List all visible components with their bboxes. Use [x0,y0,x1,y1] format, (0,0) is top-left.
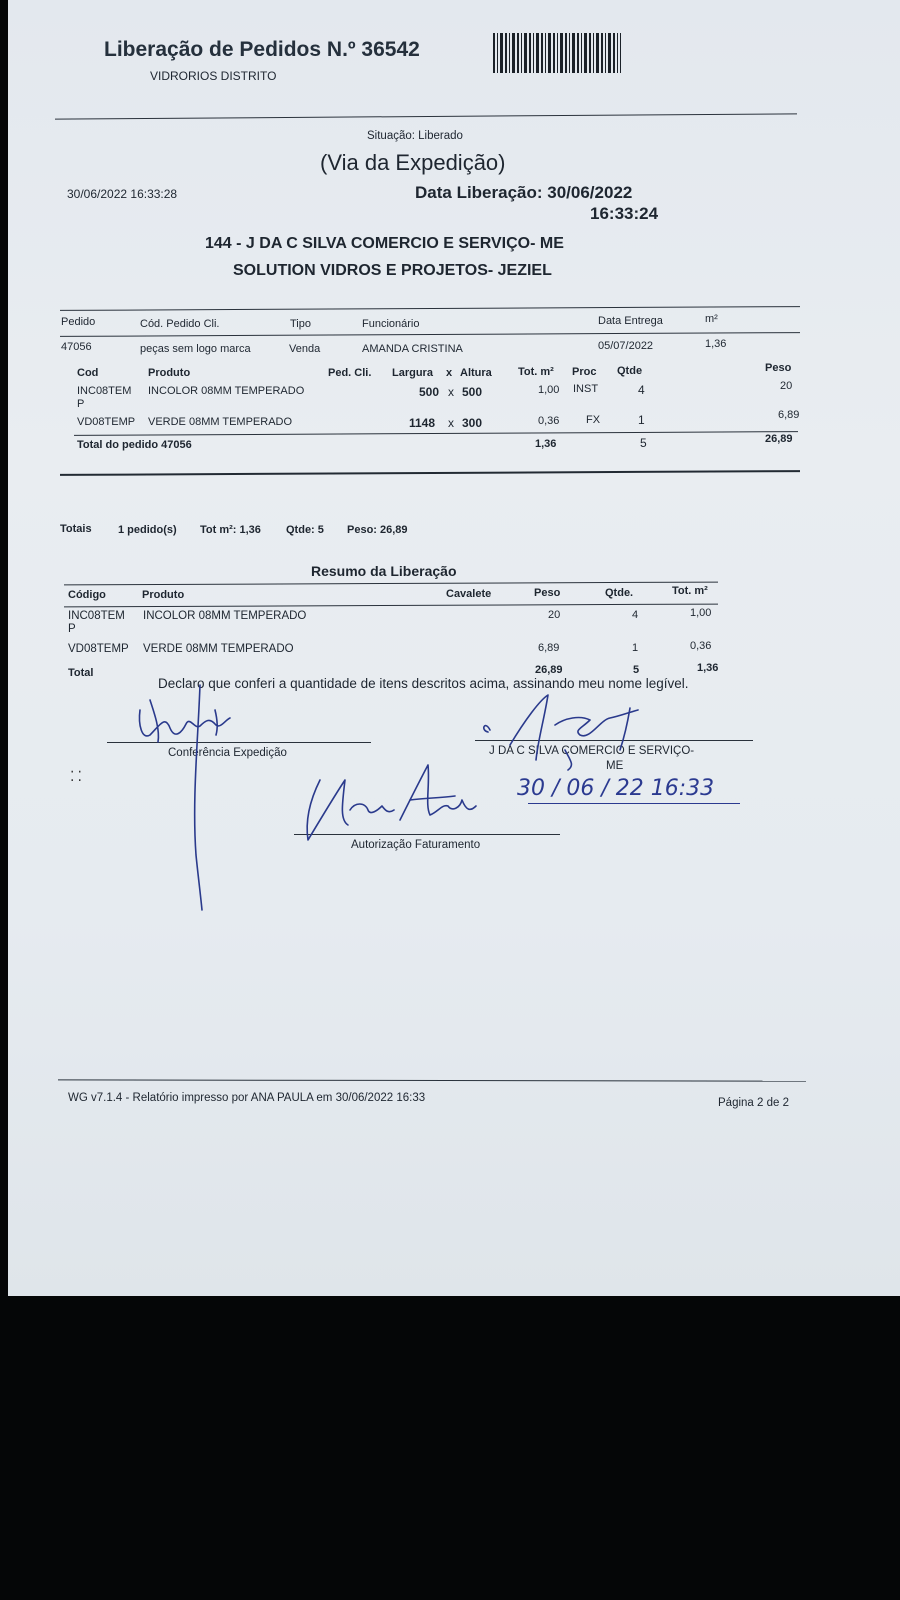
totals-label: Totais [60,523,92,535]
order-funcionario: AMANDA CRISTINA [362,343,463,355]
col-header-funcionario: Funcionário [362,318,420,330]
barcode [493,33,621,73]
item-proc: FX [586,414,601,426]
item-header-tot-m2: Tot. m² [518,366,554,378]
col-header-cod-cli: Cód. Pedido Cli. [140,318,220,330]
summary-header-cavalete: Cavalete [446,588,492,600]
signature-autorizacao-drawing [290,760,520,860]
declaration-text: Declaro que conferi a quantidade de itens descritos acima, assinando meu nome legível. [158,676,689,691]
company-name: VIDRORIOS DISTRITO [150,69,277,83]
item-tot-m2: 1,00 [538,384,560,396]
col-header-pedido: Pedido [61,316,96,328]
signature-label-cliente: J DA C SILVA COMERCIO E SERVIÇO- [489,745,695,757]
summary-total-peso: 26,89 [535,664,563,676]
summary-tot-m2: 0,36 [690,640,712,652]
item-produto: INCOLOR 08MM TEMPERADO [148,385,305,397]
totals-qtde: Qtde: 5 [286,524,324,536]
item-qtde: 1 [638,413,645,427]
item-header-proc: Proc [572,366,597,378]
item-produto: VERDE 08MM TEMPERADO [148,416,293,428]
summary-header-codigo: Código [68,589,106,601]
summary-header-tot-m2: Tot. m² [672,585,708,597]
item-header-x: x [446,367,453,379]
totals-peso: Peso: 26,89 [347,524,408,536]
order-total-label: Total do pedido 47056 [77,439,192,451]
item-header-ped-cli: Ped. Cli. [328,367,372,379]
document-title: Liberação de Pedidos N.º 36542 [104,38,420,61]
item-peso: 20 [780,380,793,392]
order-total-m2: 1,36 [535,438,557,450]
summary-peso: 6,89 [538,642,560,654]
totals-pedidos: 1 pedido(s) [118,524,177,536]
order-total-qtde: 5 [640,436,647,450]
summary-produto: VERDE 08MM TEMPERADO [143,643,294,655]
summary-title: Resumo da Liberação [311,563,457,579]
summary-produto: INCOLOR 08MM TEMPERADO [143,610,307,622]
print-datetime: 30/06/2022 16:33:28 [67,187,178,201]
summary-qtde: 1 [632,642,639,654]
summary-total-qtde: 5 [633,664,640,676]
item-altura: 300 [462,416,483,430]
footer-printed-by: WG v7.1.4 - Relatório impresso por ANA PAULA em 30/06/2022 16:33 [68,1092,426,1104]
order-m2: 1,36 [705,338,727,350]
signature-label-autorizacao: Autorização Faturamento [351,839,481,851]
item-cod-cont: P [77,398,85,410]
item-header-altura: Altura [460,367,492,379]
status-label: Situação: Liberado [367,130,463,142]
summary-header-qtde: Qtde. [605,587,634,599]
item-header-largura: Largura [392,367,433,379]
release-date: Data Liberação: 30/06/2022 [415,183,633,202]
summary-codigo: VD08TEMP [68,643,129,655]
summary-header-peso: Peso [534,587,561,599]
item-cod: VD08TEMP [77,416,136,428]
handwritten-date-underline [528,803,740,804]
client-name: 144 - J DA C SILVA COMERCIO E SERVIÇO- ME [205,235,564,252]
totals-m2: Tot m²: 1,36 [200,524,261,536]
summary-header-produto: Produto [142,589,185,601]
signature-label-cliente-cont: ME [606,760,624,772]
item-x: x [448,385,454,399]
summary-tot-m2: 1,00 [690,607,712,619]
release-time: 16:33:24 [590,204,659,223]
summary-peso: 20 [548,609,561,621]
col-header-tipo: Tipo [290,318,311,330]
item-header-cod: Cod [77,367,99,379]
order-cod-cli: peças sem logo marca [140,343,251,355]
item-header-produto: Produto [148,367,191,379]
item-proc: INST [573,383,599,395]
summary-codigo: INC08TEM [68,610,125,622]
item-header-qtde: Qtde [617,365,643,377]
item-peso: 6,89 [778,409,800,421]
handwritten-date: 30 / 06 / 22 16:33 [517,776,715,801]
item-largura: 1148 [409,416,436,430]
order-tipo: Venda [289,343,321,355]
summary-codigo-cont: P [68,623,76,635]
client-subtitle: SOLUTION VIDROS E PROJETOS- JEZIEL [233,262,552,279]
order-data-entrega: 05/07/2022 [598,340,654,352]
item-largura: 500 [419,385,440,399]
item-altura: 500 [462,385,483,399]
scan-specks: ⁚⁚ [70,768,85,784]
summary-total-tot-m2: 1,36 [697,662,719,674]
col-header-m2: m² [705,313,718,325]
summary-qtde: 4 [632,609,639,621]
item-header-peso: Peso [765,362,792,374]
item-x: x [448,416,454,430]
page-number: Página 2 de 2 [718,1097,789,1109]
summary-total-label: Total [68,667,94,679]
item-qtde: 4 [638,383,645,397]
order-total-peso: 26,89 [765,433,793,445]
col-header-data-entrega: Data Entrega [598,315,663,327]
order-pedido: 47056 [61,341,92,353]
item-tot-m2: 0,36 [538,415,560,427]
item-cod: INC08TEM [77,385,132,397]
copy-label: (Via da Expedição) [320,150,506,175]
signature-label-conferencia: Conferência Expedição [168,747,287,759]
